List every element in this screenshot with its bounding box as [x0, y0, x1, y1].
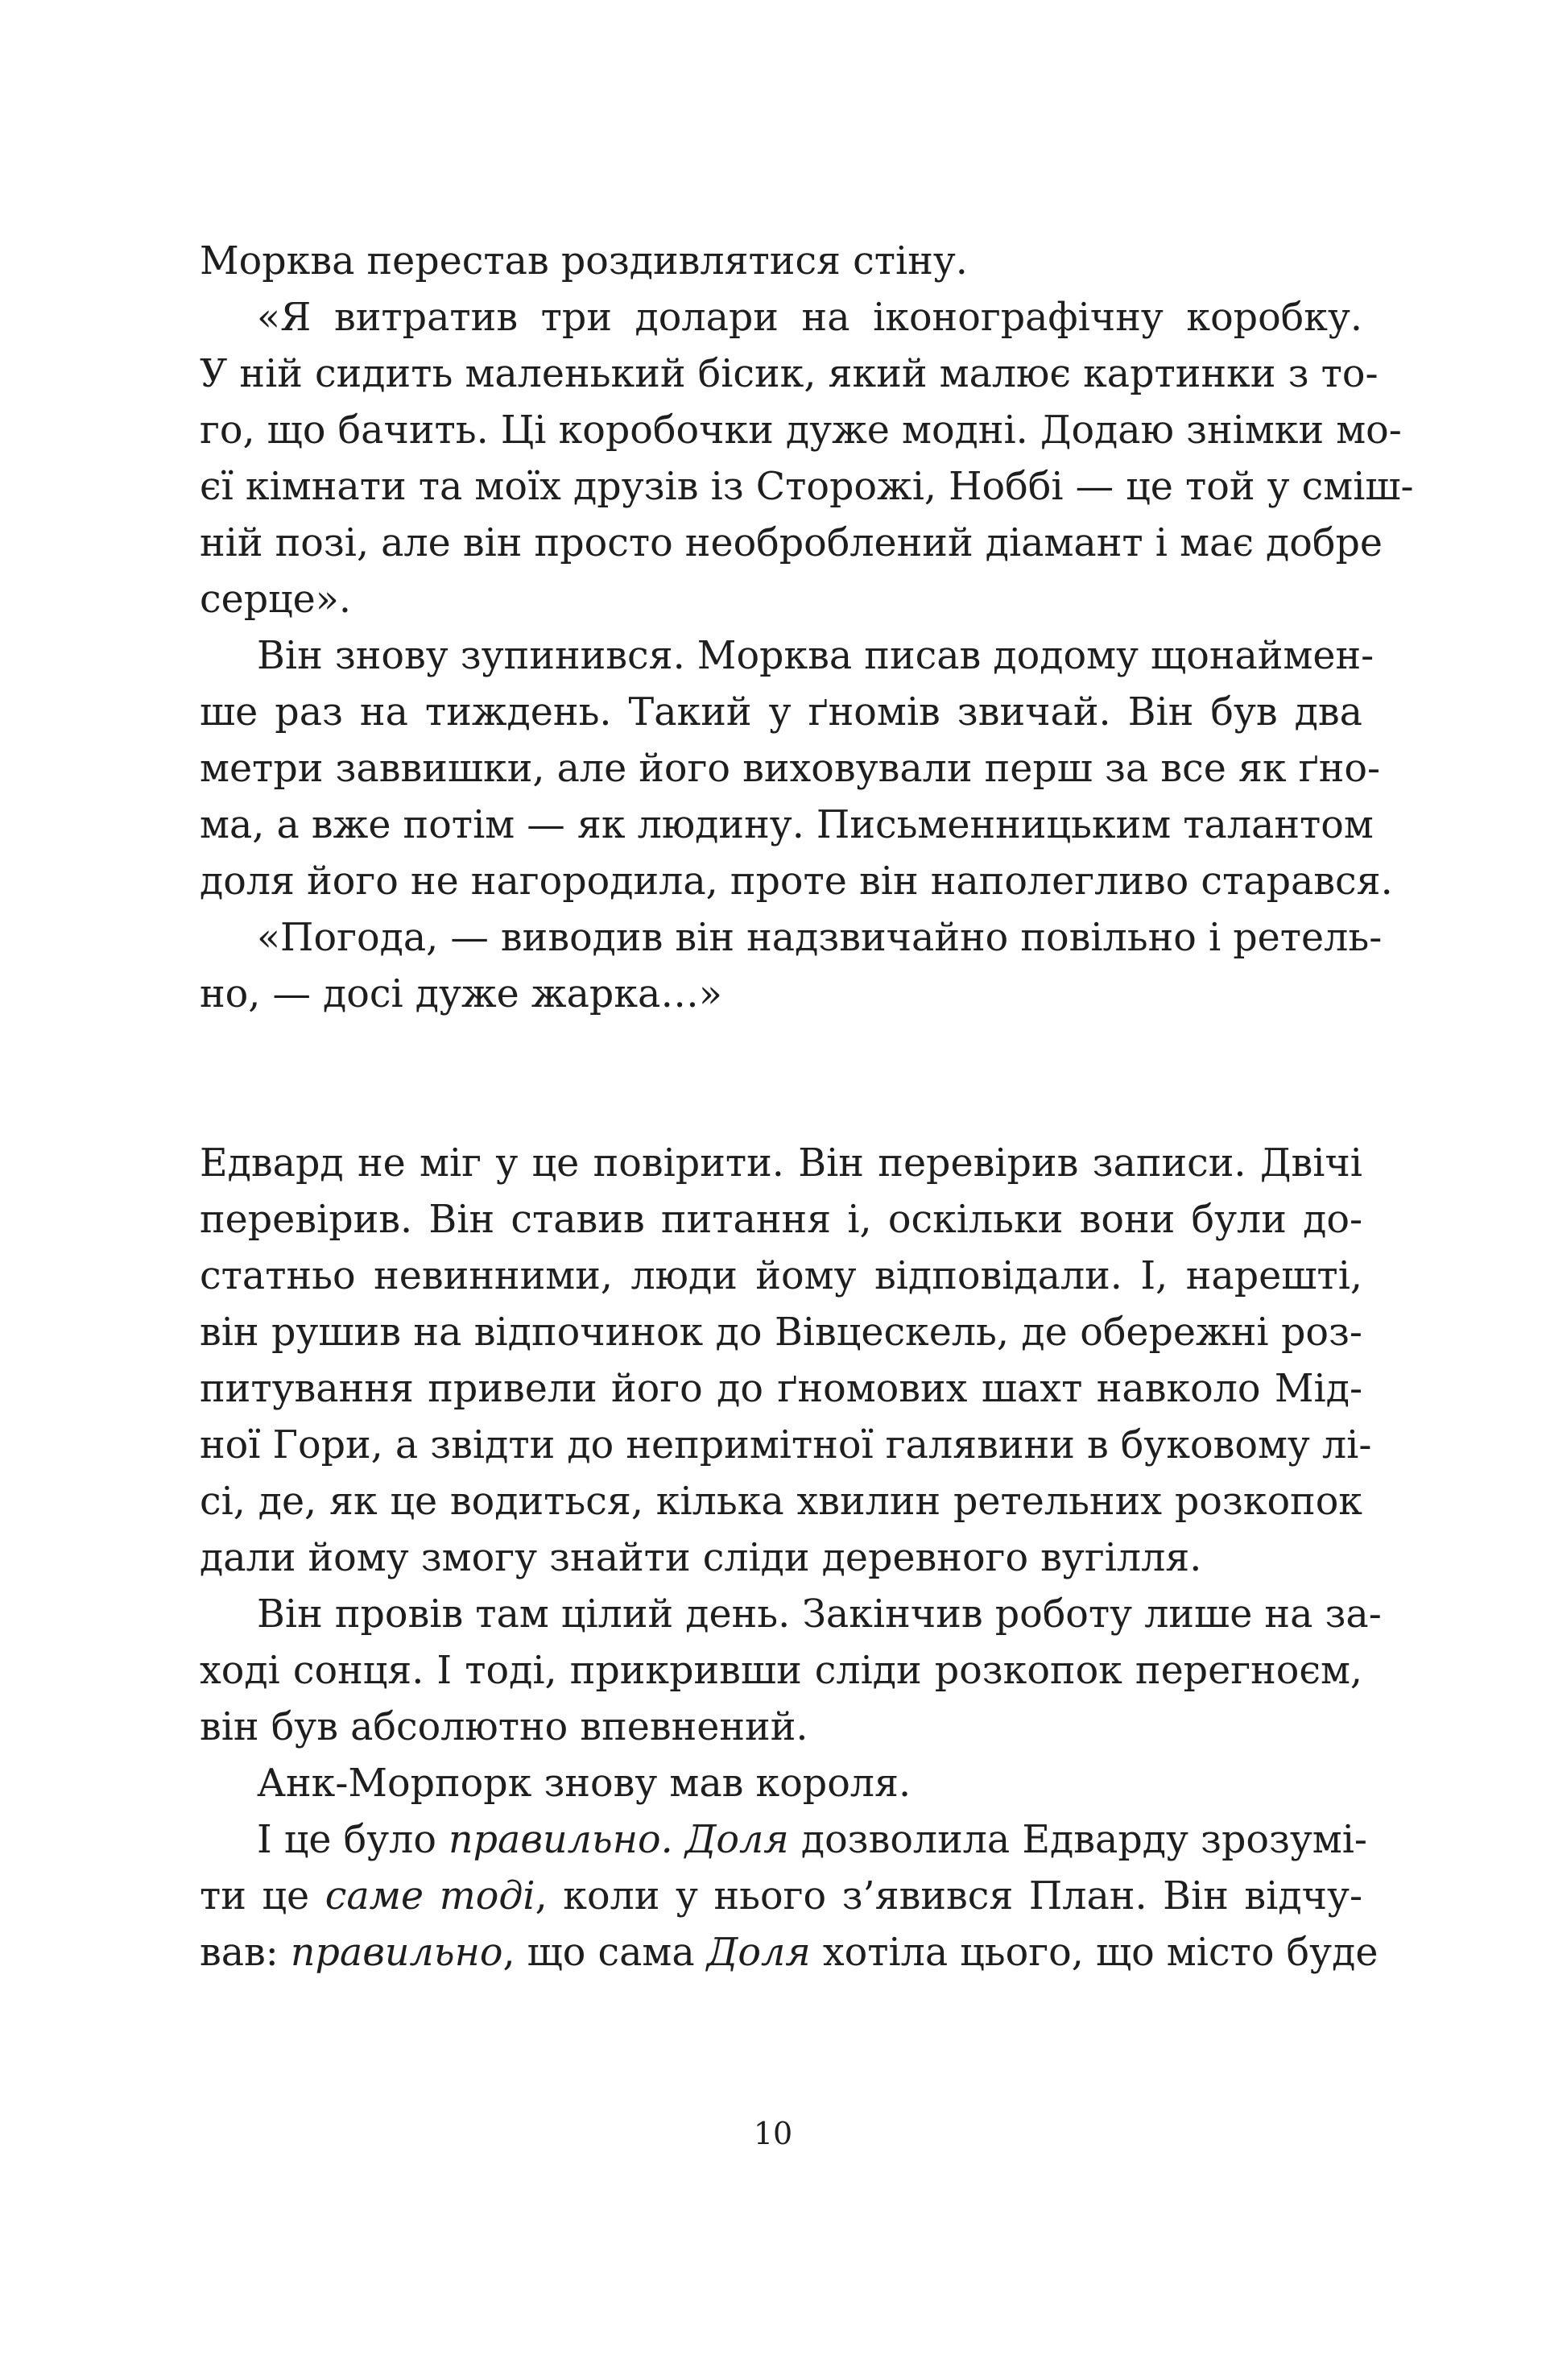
text-line [200, 797, 1374, 854]
text-run: Він знову зупинився. Морква писав додому щонаймен- [257, 634, 1374, 678]
text-line [200, 1305, 1362, 1361]
text-line [200, 1925, 1379, 1981]
text-run: «Я витратив три долари на іконографічну коробку. [257, 296, 1362, 340]
text-run: статньо невинними, люди йому відповідали. І, нарешті, [200, 1254, 1362, 1298]
text-line [200, 515, 1383, 572]
text-section [200, 234, 1414, 1023]
text-run: ма, а вже потім — як людину. Письменницьким талантом [200, 803, 1374, 847]
text-line [200, 966, 1362, 1023]
text-section [200, 1136, 1382, 1981]
text-run: ти це [200, 1874, 325, 1918]
italic-text: Доля [706, 1931, 811, 1975]
section-break [200, 1023, 1362, 1136]
text-run: питування привели його до ґномових шахт навколо Мід- [200, 1367, 1362, 1411]
text-run: перевірив. Він ставив питання і, оскільки вони були до- [200, 1198, 1362, 1242]
text-run: ної Гори, а звідти до непримітної галявини в буковому лі- [200, 1423, 1372, 1467]
text-line [200, 910, 1383, 966]
page-body [200, 234, 1414, 1981]
text-run: но, — досі дуже жарка…» [200, 972, 722, 1016]
text-line [200, 685, 1362, 741]
text-line [200, 403, 1402, 459]
text-line [200, 628, 1374, 685]
text-line [200, 346, 1379, 403]
text-run: він був абсолютно впевнений. [200, 1705, 808, 1749]
text-line [200, 234, 1362, 290]
text-run: , що сама [502, 1931, 707, 1975]
text-line [200, 1699, 1362, 1756]
text-line [200, 1361, 1362, 1418]
text-run: ній позі, але він просто необроблений діамант і має добре [200, 521, 1383, 565]
italic-text: Доля [684, 1818, 789, 1862]
text-line [200, 1248, 1362, 1305]
text-line [200, 1474, 1362, 1530]
text-run: дозволила Едварду зрозумі- [788, 1818, 1367, 1862]
text-run: Анк-Морпорк знову мав короля. [257, 1761, 911, 1806]
text-line [200, 290, 1362, 346]
text-run: Він провів там цілий день. Закінчив роботу лише на за- [257, 1592, 1382, 1637]
text-line [200, 854, 1393, 910]
text-line [200, 1530, 1362, 1587]
text-line [200, 741, 1381, 797]
text-run: го, що бачить. Ці коробочки дуже модні. Додаю знімки мо- [200, 408, 1402, 453]
text-run: сі, де, як це водиться, кілька хвилин ретельних розкопок [200, 1480, 1362, 1524]
page-number: 10 [753, 2116, 793, 2151]
text-run: ше раз на тиждень. Такий у ґномів звичай. Він був два [200, 690, 1362, 735]
text-run: єї кімнати та моїх друзів із Сторожі, Ноббі — це той у сміш- [200, 465, 1414, 509]
text-line [200, 1643, 1362, 1699]
italic-text: правильно. [449, 1818, 673, 1862]
text-line [200, 1812, 1367, 1869]
text-run: Морква перестав роздивлятися стіну. [200, 239, 968, 284]
text-run: метри заввишки, але його виховували перш за все як ґно- [200, 747, 1381, 791]
text-line [200, 1136, 1362, 1192]
text-run: серце». [200, 577, 351, 622]
text-run: вав: [200, 1931, 291, 1975]
text-run: ході сонця. І тоді, прикривши сліди розкопок перегноєм, [200, 1649, 1362, 1693]
text-line [200, 1869, 1362, 1925]
text-run: «Погода, — виводив він надзвичайно повільно і ретель- [257, 916, 1383, 960]
text-run: , коли у нього з’явився План. Він відчу- [535, 1874, 1363, 1918]
text-line [200, 1756, 1362, 1812]
text-line [200, 1418, 1372, 1474]
italic-text: правильно [290, 1931, 503, 1975]
text-run: доля його не нагородила, проте він наполегливо старався. [200, 859, 1393, 904]
text-run: Едвард не міг у це повірити. Він перевірив записи. Двічі [200, 1141, 1362, 1186]
text-line [200, 1587, 1382, 1643]
text-run: дали йому змогу знайти сліди деревного вугілля. [200, 1536, 1202, 1580]
italic-text: саме тоді [324, 1874, 535, 1918]
text-run: І це було [257, 1818, 449, 1862]
text-run [673, 1818, 685, 1862]
text-run: У ній сидить маленький бісик, який малює картинки з то- [200, 352, 1379, 396]
text-line [200, 1192, 1362, 1248]
text-run: хотіла цього, що місто буде [810, 1931, 1379, 1975]
text-line [200, 459, 1414, 515]
text-line [200, 572, 1362, 628]
text-run: він рушив на відпочинок до Вівцескель, де обережні роз- [200, 1310, 1362, 1355]
